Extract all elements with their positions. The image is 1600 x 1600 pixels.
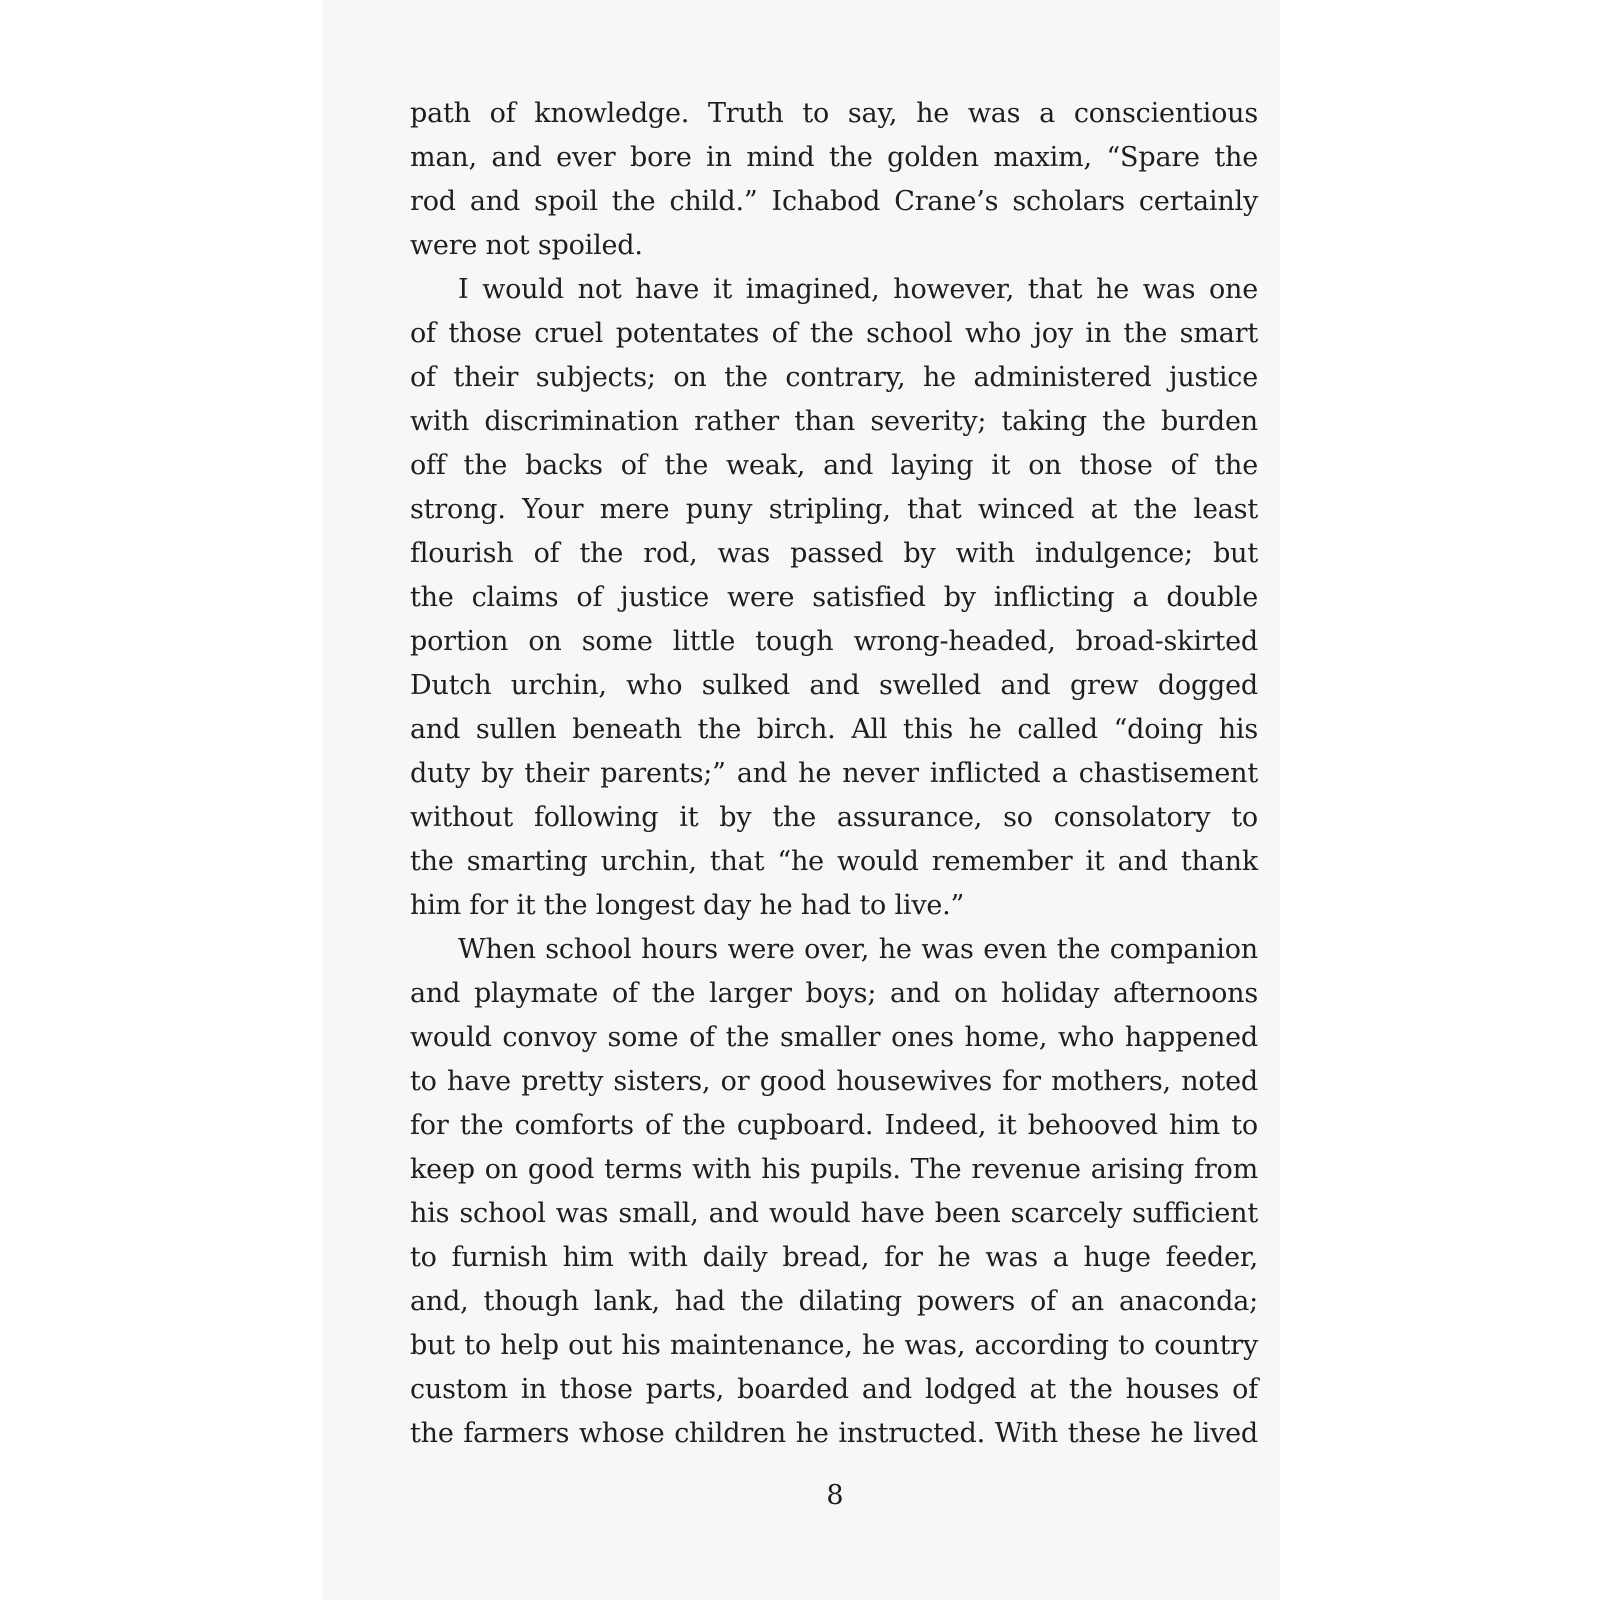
text-line: him for it the longest day he had to live.” [410, 890, 965, 921]
text-line: the farmers whose children he instructed. With these he lived [410, 1418, 1258, 1449]
text-line: without following it by the assurance, so consolatory to [410, 802, 1258, 833]
text-line: flourish of the rod, was passed by with indulgence; but [410, 538, 1258, 569]
text-line: off the backs of the weak, and laying it on those of the [410, 450, 1258, 481]
text-line: to have pretty sisters, or good housewives for mothers, noted [410, 1066, 1258, 1097]
text-line: Dutch urchin, who sulked and swelled and grew dogged [410, 670, 1258, 701]
text-line: the claims of justice were satisfied by inflicting a double [410, 582, 1258, 613]
text-line: path of knowledge. Truth to say, he was a conscientious [410, 98, 1258, 129]
text-line: were not spoiled. [410, 230, 643, 261]
text-line: I would not have it imagined, however, that he was one [458, 274, 1258, 305]
page-body-text [410, 92, 1258, 1456]
text-line: and playmate of the larger boys; and on holiday afternoons [410, 978, 1258, 1009]
text-line: of their subjects; on the contrary, he administered justice [410, 362, 1258, 393]
page-number: 8 [826, 1480, 844, 1511]
text-line: rod and spoil the child.” Ichabod Crane’s scholars certainly [410, 186, 1258, 217]
text-line: to furnish him with daily bread, for he was a huge feeder, [410, 1242, 1258, 1273]
paragraph-1 [410, 92, 1258, 268]
text-line: portion on some little tough wrong-headed, broad-skirted [410, 626, 1258, 657]
text-line: and, though lank, had the dilating powers of an anaconda; [410, 1286, 1258, 1317]
text-line: When school hours were over, he was even the companion [458, 934, 1258, 965]
paragraph-3 [410, 928, 1258, 1456]
text-line: but to help out his maintenance, he was, according to country [410, 1330, 1258, 1361]
text-line: of those cruel potentates of the school who joy in the smart [410, 318, 1258, 349]
text-line: for the comforts of the cupboard. Indeed, it behooved him to [410, 1110, 1258, 1141]
paragraph-2 [410, 268, 1258, 928]
text-line: his school was small, and would have been scarcely sufficient [410, 1198, 1258, 1229]
text-line: man, and ever bore in mind the golden maxim, “Spare the [410, 142, 1258, 173]
text-line: and sullen beneath the birch. All this he called “doing his [410, 714, 1258, 745]
text-line: duty by their parents;” and he never inflicted a chastisement [410, 758, 1258, 789]
text-line: the smarting urchin, that “he would remember it and thank [410, 846, 1258, 877]
text-line: would convoy some of the smaller ones home, who happened [410, 1022, 1258, 1053]
text-line: with discrimination rather than severity; taking the burden [410, 406, 1258, 437]
text-line: custom in those parts, boarded and lodged at the houses of [410, 1374, 1258, 1405]
text-line: keep on good terms with his pupils. The revenue arising from [410, 1154, 1258, 1185]
text-line: strong. Your mere puny stripling, that winced at the least [410, 494, 1258, 525]
